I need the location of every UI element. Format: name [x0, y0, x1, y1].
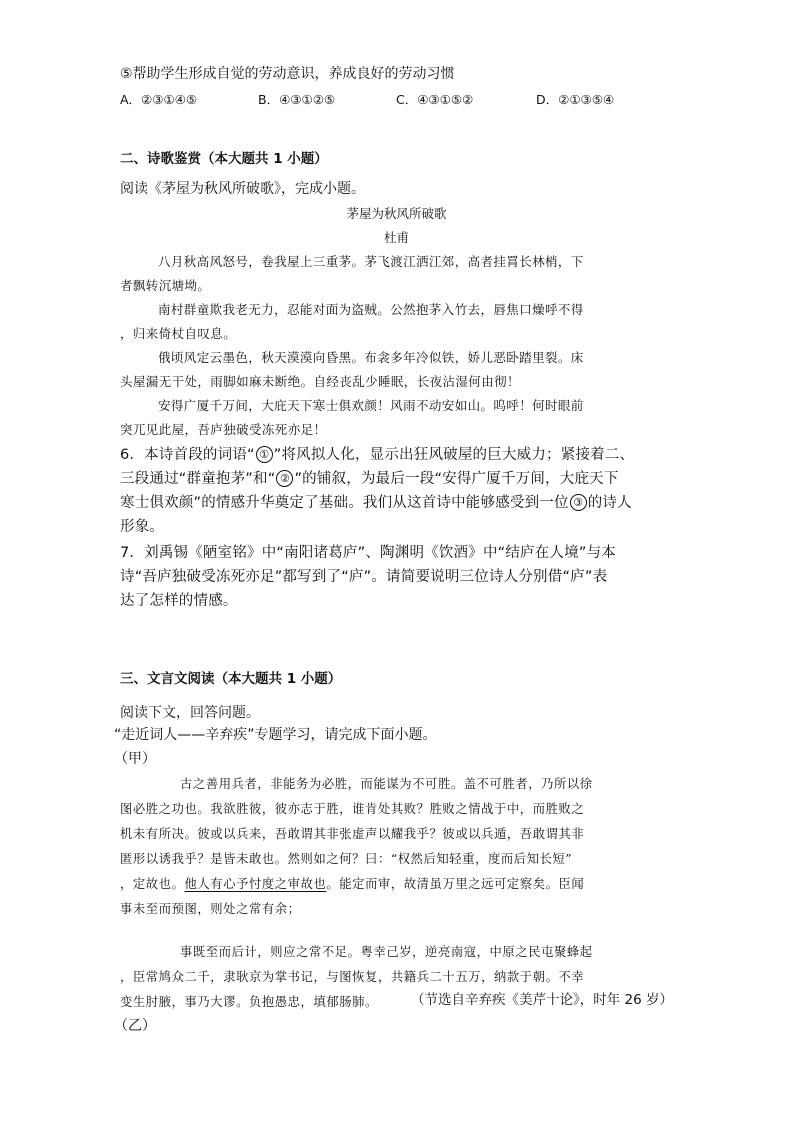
passage-text: 。能定而审，故清虽万里之远可定察矣。臣闻	[326, 877, 585, 891]
choice-a[interactable]: A．②③①④⑤	[120, 92, 198, 107]
passage-line: 图必胜之功也。我欲胜彼，彼亦志于胜，谁肯处其败？胜败之情战于中，而胜败之	[120, 802, 585, 816]
topic-line: “走近词人——辛弃疾”专题学习，请完成下面小题。	[114, 727, 437, 743]
choice-d[interactable]: D．②①③⑤④	[536, 92, 615, 107]
poem-line: 突兀见此屋，吾庐独破受冻死亦足！	[120, 422, 327, 437]
poem-line: 者飘转沉塘坳。	[120, 278, 211, 293]
question-text: 寒士俱欢颜”的情感升华奠定了基础。我们从这首诗中能够感受到一位	[120, 495, 569, 511]
passage-label-jia: （甲）	[114, 751, 156, 767]
section-heading-poetry: 二、诗歌鉴赏（本大题共 1 小题）	[120, 151, 328, 167]
choice-c[interactable]: C．④③①⑤②	[396, 92, 474, 107]
passage-line: 机未有所决。彼或以兵来，吾敢谓其非张虚声以耀我乎？彼或以兵遁，吾敢谓其非	[120, 827, 585, 841]
poem-line: 安得广厦千万间，大庇天下寒士俱欢颜！风雨不动安如山。呜呼！何时眼前	[158, 398, 584, 413]
passage-line	[120, 875, 668, 893]
passage-line: 事未至而预图，则处之常有余；	[120, 902, 301, 916]
passage-label-yi: （乙）	[114, 1018, 156, 1034]
blank-marker-1: ①	[256, 446, 273, 463]
question-text: 的诗人	[587, 495, 632, 511]
passage-line: 事既至而后计，则应之常不足。粤幸己岁，逆亮南寇，中原之民屯聚蜂起	[180, 945, 593, 959]
question-text: ”的铺叙，为最后一段“安得广厦千万间，大庇天下	[294, 471, 619, 487]
poem-line: 八月秋高风怒号，卷我屋上三重茅。茅飞渡江洒江郊，高者挂罥长林梢，下	[158, 254, 584, 269]
option-item-5: ⑤帮助学生形成自觉的劳动意识，养成良好的劳动习惯	[120, 66, 455, 82]
passage-text: ，定故也。	[120, 877, 185, 891]
section-heading-classical: 三、文言文阅读（本大题共 1 小题）	[120, 671, 342, 687]
question-7-line: 达了怎样的情感。	[120, 593, 238, 609]
passage-line: 古之善用兵者，非能务为必胜，而能谋为不可胜。盖不可胜者，乃所以徐	[180, 777, 593, 791]
question-text: ”将风拟人化，显示出狂风破屋的巨大威力；紧接着二、	[273, 447, 635, 463]
question-6-line: 形象。	[120, 519, 165, 535]
passage-line: 匿形以诱我乎？是皆未敢也。然则如之何？曰：“权然后知轻重，度而后知长短”	[120, 852, 573, 866]
passage-line: ，臣常鸠众二千，隶耿京为掌书记，与图恢复，共籍兵二十五万，纳款于朝。不幸	[120, 970, 585, 984]
blank-marker-2: ②	[276, 470, 293, 487]
poem-line: ，归来倚杖自叹息。	[120, 326, 237, 341]
poem-line: 俄顷风定云墨色，秋天漠漠向昏黑。布衾多年冷似铁，娇儿恶卧踏里裂。床	[158, 350, 584, 365]
question-6-line	[120, 469, 675, 489]
question-6-line	[120, 445, 675, 465]
question-text: 6．本诗首段的词语“	[120, 447, 255, 463]
poetry-intro: 阅读《茅屋为秋风所破歌》，完成小题。	[120, 181, 365, 197]
poem-line: 南村群童欺我老无力，忍能对面为盗贼。公然抱茅入竹去，唇焦口燥呼不得	[158, 302, 584, 317]
question-7-line: 7．刘禹锡《陋室铭》中“南阳诸葛庐”、陶渊明《饮酒》中“结庐在人境”与本	[120, 545, 616, 561]
poem-line: 头屋漏无干处，雨脚如麻未断绝。自经丧乱少睡眠，长夜沾湿何由彻！	[120, 374, 520, 389]
poem-author: 杜甫	[383, 230, 409, 245]
underlined-sentence: 他人有心予忖度之审故也	[184, 877, 327, 891]
blank-marker-3: ③	[570, 494, 587, 511]
question-7-line: 诗“吾庐独破受冻死亦足”都写到了“庐”。请简要说明三位诗人分别借“庐”表	[120, 569, 608, 585]
poem-title: 茅屋为秋风所破歌	[346, 206, 447, 221]
question-text: 三段通过“群童抱茅”和“	[120, 471, 276, 487]
question-6-line	[120, 493, 675, 513]
passage-line: 变生肘腋，事乃大谬。负抱愚忠，填郁肠肺。	[120, 995, 378, 1009]
choice-b[interactable]: B．④③①②⑤	[258, 92, 336, 107]
passage-source: （节选自辛弃疾《美芹十论》，时年 26 岁）	[410, 992, 673, 1008]
classical-intro: 阅读下文，回答问题。	[120, 705, 260, 721]
